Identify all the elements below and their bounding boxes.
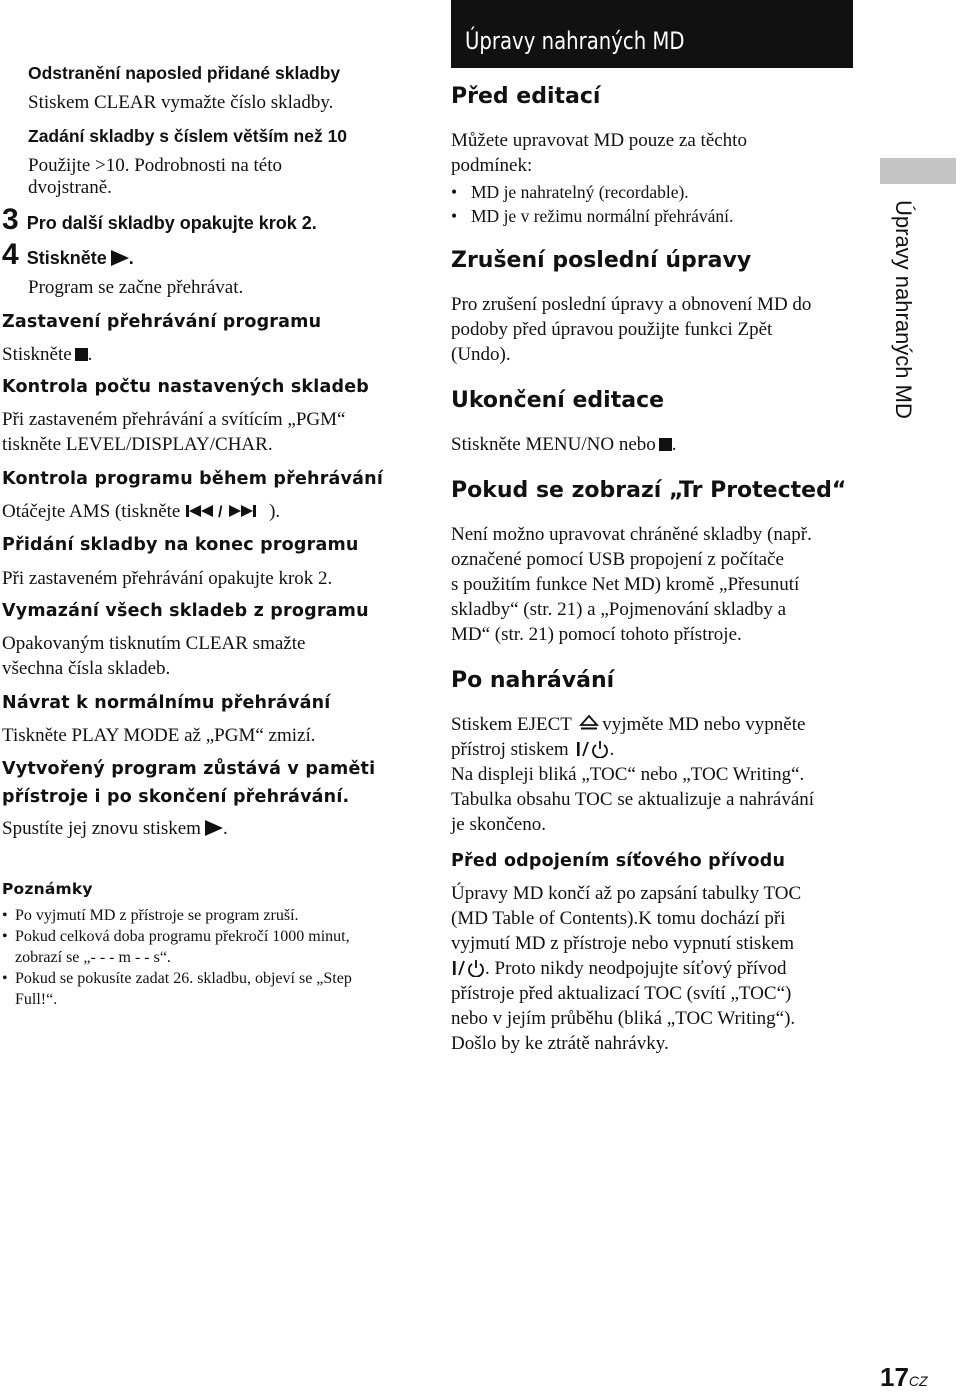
text-before-edit-1: Můžete upravovat MD pouze za těchto (451, 130, 747, 151)
text-tr-protected: Není možno upravovat chráněné skladby (např. označené pomocí USB propojení z počítače s použitím funkce Net MD) kromě „Přesunutí skladby“ (str. 21) a „Pojmenování skladby a MD“ (str. 21) pomocí tohoto přístroje. (451, 524, 812, 645)
text-track-over-10-1: Použijte >10. Podrobnosti na této (28, 155, 283, 176)
svg-text:/: / (218, 504, 223, 519)
heading-remove-last: Odstranění naposled přidané skladby (28, 63, 341, 83)
notes-heading: Poznámky (2, 880, 93, 898)
step-4-text: Stiskněte (26, 248, 107, 268)
section-title: Úpravy nahraných MD (465, 27, 685, 55)
text-program-kept: Spustíte jej znovu stiskem . (2, 818, 228, 839)
heading-check-program: Kontrola programu během přehrávání (2, 469, 384, 489)
heading-tr-protected: Pokud se zobrazí „Tr Protected“ (451, 478, 847, 503)
list-item: • MD je nahratelný (recordable). (451, 182, 689, 202)
text-check-count-2: tiskněte LEVEL/DISPLAY/CHAR. (2, 434, 273, 455)
text-track-over-10-2: dvojstraně. (28, 177, 112, 198)
side-tab (883, 200, 923, 445)
step-3-text: Pro další skladby opakujte krok 2. (26, 213, 317, 233)
note-item: • Pokud celková doba programu překročí 1000 minut, zobrazí se „- - - m - - s“. (2, 928, 350, 966)
step-3 (2, 203, 317, 237)
text-undo-3: (Undo). (451, 344, 511, 365)
heading-program-kept-2: přístroje i po skončení přehrávání. (2, 787, 350, 807)
power-icon (575, 740, 609, 758)
text-delete-all-1: Opakovaným tisknutím CLEAR smažte (2, 633, 306, 654)
text-undo-2: podoby před úpravou použijte funkci Zpět (451, 319, 773, 340)
text-delete-all-2: všechna čísla skladeb. (2, 658, 171, 679)
power-icon (451, 959, 485, 977)
play-icon (205, 820, 223, 836)
text-add-track: Při zastaveném přehrávání opakujte krok 2. (2, 568, 333, 589)
side-tab-marker (880, 158, 956, 184)
before-edit-bullets (451, 180, 733, 228)
step-3-number: 3 (2, 203, 19, 236)
list-item: • MD je v režimu normální přehrávání. (451, 206, 734, 226)
stop-icon (75, 348, 88, 361)
heading-add-track: Přidání skladby na konec programu (2, 535, 359, 555)
text-return-normal: Tiskněte PLAY MODE až „PGM“ zmizí. (2, 725, 316, 746)
heading-end-edit: Ukončení editace (451, 388, 665, 413)
step-4-subtext: Program se začne přehrávat. (28, 277, 244, 298)
text-after-recording: Stiskem EJECT vyjměte MD nebo vypněte přístroj stiskem . Na displeji bliká „TOC“ nebo „TOC Writing“. Tabulka obsahu TOC se aktualizuje a nahrávání je skončeno. (451, 714, 815, 835)
text-stop-program: Stiskněte . (2, 344, 93, 365)
text-remove-last: Stiskem CLEAR vymažte číslo skladby. (28, 92, 334, 113)
heading-delete-all: Vymazání všech skladeb z programu (2, 601, 369, 621)
side-tab-label: Úpravy nahraných MD (891, 200, 916, 419)
page-number-suffix: CZ (908, 1373, 928, 1389)
note-item: • Po vyjmutí MD z přístroje se program zruší. (2, 907, 299, 924)
text-check-count-1: Při zastaveném přehrávání a svítícím „PGM“ (2, 409, 346, 430)
stop-icon (659, 438, 672, 451)
text-check-program: Otáčejte AMS (tiskněte / ). (2, 501, 281, 522)
text-end-edit: Stiskněte MENU/NO nebo . (451, 434, 677, 455)
text-before-unplug: Úpravy MD končí až po zapsání tabulky TOC (MD Table of Contents).K tomu dochází při vyjmutí MD z přístroje nebo vypnutí stiskem . Proto nikdy neodpojujte síťový přívod přístroje před aktualizací TOC (svítí „TOC“) nebo v jejím průběhu (bliká „TOC Writing“). Došlo by ke ztrátě nahrávky. (451, 883, 802, 1054)
page-number-value: 17 (880, 1362, 909, 1392)
heading-before-edit: Před editací (451, 84, 601, 109)
page-number (880, 1362, 928, 1393)
heading-stop-program: Zastavení přehrávání programu (2, 312, 322, 332)
section-title-bar (451, 0, 853, 68)
heading-check-count: Kontrola počtu nastavených skladeb (2, 377, 370, 397)
note-item: • Pokud se pokusíte zadat 26. skladbu, objeví se „Step Full!“. (2, 970, 352, 1008)
heading-return-normal: Návrat k normálnímu přehrávání (2, 693, 331, 713)
step-4-number: 4 (2, 238, 19, 271)
text-before-edit-2: podmínek: (451, 155, 533, 176)
text-undo-1: Pro zrušení poslední úpravy a obnovení MD do (451, 294, 812, 315)
eject-icon (578, 714, 600, 732)
play-icon (111, 250, 129, 266)
prev-next-icon (185, 503, 269, 519)
heading-undo: Zrušení poslední úpravy (451, 248, 752, 273)
heading-after-recording: Po nahrávání (451, 668, 615, 693)
step-4: 4 Stiskněte . (2, 238, 134, 271)
heading-track-over-10: Zadání skladby s číslem větším než 10 (28, 126, 348, 146)
heading-before-unplug: Před odpojením síťového přívodu (451, 851, 786, 871)
heading-program-kept-1: Vytvořený program zůstává v paměti (2, 759, 376, 779)
notes-list (2, 905, 422, 1010)
